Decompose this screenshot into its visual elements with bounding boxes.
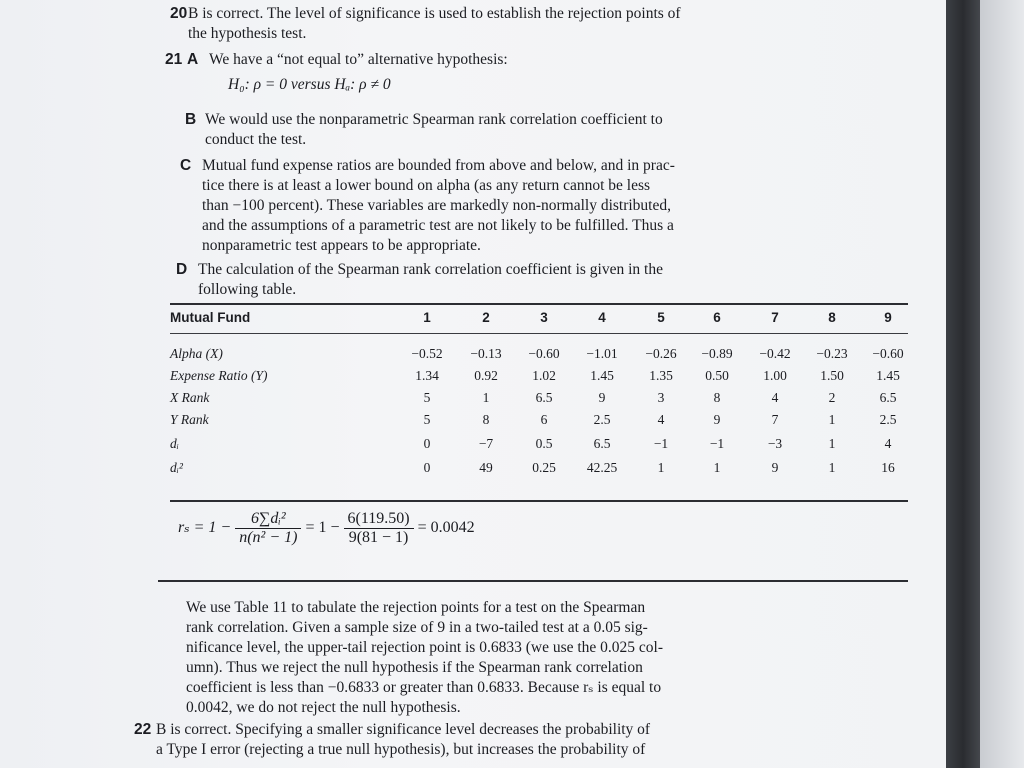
fraction-denominator: 9(81 − 1)	[348, 529, 409, 546]
table-cell: −0.42	[759, 346, 791, 361]
formula-bottom-rule	[158, 580, 908, 582]
binder-spine	[946, 0, 980, 768]
part-c-text: Mutual fund expense ratios are bounded from above and below, and in prac-	[202, 157, 675, 174]
part-c-text: than −100 percent). These variables are markedly non-normally distributed,	[202, 197, 671, 214]
answer-text: B is correct. The level of significance is used to establish the rejection points of	[188, 5, 681, 22]
formula-mid: = 1 −	[305, 519, 340, 537]
table-cell: 8	[482, 412, 490, 427]
table-cell: 5	[423, 412, 431, 427]
part-letter-b: B	[185, 111, 197, 128]
table-cell: 1	[828, 460, 836, 475]
answer-text: the hypothesis test.	[188, 25, 307, 42]
table-cell: 9	[771, 460, 779, 475]
answer-text: a Type I error (rejecting a true null hypothesis), but increases the probability of	[156, 741, 646, 758]
conclusion-line: We use Table 11 to tabulate the rejection points for a test on the Spearman	[186, 599, 646, 616]
table-cell: 7	[771, 412, 779, 427]
table-column-header: 6	[713, 310, 721, 325]
table-cell: 2	[828, 390, 836, 405]
table-cell: 4	[771, 390, 779, 405]
table-cell: −0.26	[645, 346, 677, 361]
table-row-label: Expense Ratio (Y)	[170, 368, 268, 383]
spearman-table	[170, 310, 908, 500]
spearman-formula	[178, 510, 475, 547]
table-cell: 49	[479, 460, 493, 475]
table-cell: 0.92	[474, 368, 498, 383]
table-cell: −0.60	[872, 346, 904, 361]
conclusion-line: nificance level, the upper-tail rejection point is 0.6833 (we use the 0.025 col-	[186, 639, 664, 656]
table-row-label: dᵢ	[170, 436, 179, 451]
table-cell: −0.13	[470, 346, 502, 361]
table-cell: 8	[713, 390, 721, 405]
conclusion-line: rank correlation. Given a sample size of 9 in a two-tailed test at a 0.05 sig-	[186, 619, 648, 636]
table-cell: 9	[713, 412, 721, 427]
table-cell: 2.5	[879, 412, 897, 427]
table-cell: 1	[828, 412, 836, 427]
part-c-text: tice there is at least a lower bound on alpha (as any return cannot be less	[202, 177, 651, 194]
fraction-denominator: n(n² − 1)	[239, 529, 298, 546]
table-cell: −1	[709, 436, 725, 451]
part-d-text: following table.	[198, 281, 297, 298]
background-edge	[980, 0, 1024, 768]
table-cell: 0.25	[532, 460, 556, 475]
conclusion-line: 0.0042, we do not reject the null hypothesis.	[186, 699, 461, 716]
table-cell: −0.52	[411, 346, 443, 361]
table-cell: 42.25	[586, 460, 618, 475]
question-number: 22	[134, 721, 152, 738]
table-column-header: 7	[771, 310, 779, 325]
table-column-header: 3	[540, 310, 548, 325]
table-cell: 5	[423, 390, 431, 405]
formula-result: = 0.0042	[417, 519, 475, 537]
part-d-text: The calculation of the Spearman rank correlation coefficient is given in the	[198, 261, 663, 278]
table-column-header: 5	[657, 310, 665, 325]
answer-text: B is correct. Specifying a smaller significance level decreases the probability of	[156, 721, 651, 738]
fraction-numerator: 6(119.50)	[344, 510, 414, 529]
table-cell: 1	[657, 460, 665, 475]
table-cell: 1.34	[415, 368, 439, 383]
part-a-text: We have a “not equal to” alternative hypothesis:	[209, 51, 508, 68]
formula-lhs: rₛ = 1 −	[178, 519, 232, 537]
table-row-label: Y Rank	[170, 412, 209, 427]
table-cell: 1.45	[876, 368, 900, 383]
table-column-header: 4	[598, 310, 606, 325]
table-cell: 9	[598, 390, 606, 405]
table-bottom-rule	[170, 500, 908, 502]
table-cell: 2.5	[593, 412, 611, 427]
formula-fraction-numeric	[344, 510, 414, 547]
conclusion-line: coefficient is less than −0.6833 or greater than 0.6833. Because rₛ is equal to	[186, 679, 662, 696]
question-number: 21	[165, 51, 183, 68]
table-header-rule	[170, 333, 908, 334]
table-row-label: Alpha (X)	[170, 346, 223, 361]
table-column-header: 1	[423, 310, 431, 325]
table-cell: 4	[884, 436, 892, 451]
table-cell: −1	[653, 436, 669, 451]
table-cell: 1.45	[590, 368, 614, 383]
table-cell: 0.50	[705, 368, 729, 383]
table-column-header: 2	[482, 310, 490, 325]
part-c-text: nonparametric test appears to be appropriate.	[202, 237, 481, 254]
table-top-rule	[170, 303, 908, 305]
question-number: 20	[170, 5, 188, 22]
table-cell: 4	[657, 412, 665, 427]
table-cell: 1.35	[649, 368, 673, 383]
table-cell: 0	[423, 436, 431, 451]
table-cell: −0.89	[701, 346, 733, 361]
table-cell: −0.60	[528, 346, 560, 361]
table-row-label: dᵢ²	[170, 460, 183, 475]
part-b-text: We would use the nonparametric Spearman rank correlation coefficient to	[205, 111, 663, 128]
table-cell: −3	[767, 436, 783, 451]
table-cell: 1	[482, 390, 490, 405]
table-header-label: Mutual Fund	[170, 310, 251, 325]
table-cell: 0.5	[535, 436, 553, 451]
table-cell: 6.5	[535, 390, 553, 405]
table-row-label: X Rank	[170, 390, 210, 405]
table-column-header: 8	[828, 310, 836, 325]
part-letter-c: C	[180, 157, 192, 174]
formula-fraction-general	[235, 510, 301, 547]
part-c-text: and the assumptions of a parametric test are not likely to be fulfilled. Thus a	[202, 217, 674, 234]
table-cell: 1	[713, 460, 721, 475]
table-cell: 6.5	[879, 390, 897, 405]
part-b-text: conduct the test.	[205, 131, 307, 148]
table-cell: −1.01	[586, 346, 618, 361]
fraction-numerator: 6∑dᵢ²	[235, 510, 301, 529]
table-cell: 1.00	[763, 368, 787, 383]
table-cell: 1.02	[532, 368, 556, 383]
conclusion-line: umn). Thus we reject the null hypothesis if the Spearman rank correlation	[186, 659, 643, 676]
hypothesis-statement: H₀: ρ = 0 versus Hₐ: ρ ≠ 0	[228, 76, 391, 93]
table-column-header: 9	[884, 310, 892, 325]
table-cell: 6	[540, 412, 548, 427]
table-cell: 1	[828, 436, 836, 451]
table-cell: −7	[478, 436, 494, 451]
table-cell: 16	[881, 460, 895, 475]
part-letter-a: A	[187, 51, 199, 68]
part-letter-d: D	[176, 261, 188, 278]
table-cell: 6.5	[593, 436, 611, 451]
table-cell: 3	[657, 390, 665, 405]
table-cell: −0.23	[816, 346, 848, 361]
table-cell: 1.50	[820, 368, 844, 383]
table-cell: 0	[423, 460, 431, 475]
